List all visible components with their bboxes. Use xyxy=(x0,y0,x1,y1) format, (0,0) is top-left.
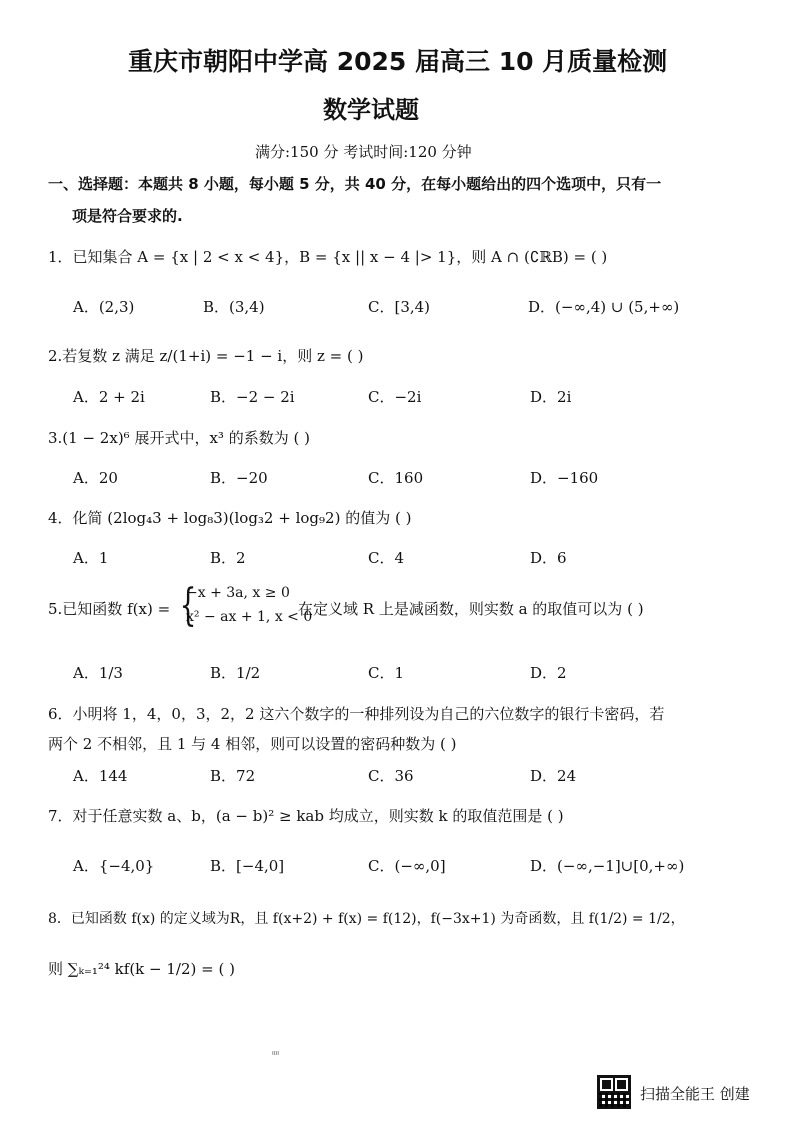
question-4-option-a: A．1 xyxy=(73,549,109,567)
question-2-option-b: B．−2 − 2i xyxy=(210,388,295,406)
scanner-brand-label: 扫描全能王 创建 xyxy=(640,1085,750,1103)
question-5-stem-post: 在定义域 R 上是减函数，则实数 a 的取值可以为 ( ) xyxy=(298,600,644,618)
question-4-option-c: C．4 xyxy=(368,549,405,567)
question-2-option-a: A．2 + 2i xyxy=(73,388,145,406)
page-mark: ᴵᴵᴵᴵ xyxy=(272,1051,279,1059)
question-4-option-b: B．2 xyxy=(210,549,246,567)
question-1-stem: 1．已知集合 A = {x | 2 < x < 4}，B = {x || x − 4 |> 1}，则 A ∩ (∁ℝB) = ( ) xyxy=(48,248,608,266)
question-4-stem: 4．化简 (2log₄3 + log₈3)(log₃2 + log₉2) 的值为 ( ) xyxy=(48,509,412,527)
question-6-option-d: D．24 xyxy=(530,767,577,785)
question-5-option-d: D．2 xyxy=(530,664,567,682)
question-7-stem: 7．对于任意实数 a、b，(a − b)² ≥ kab 均成立，则实数 k 的取值范围是 ( ) xyxy=(48,807,564,825)
question-3-option-c: C．160 xyxy=(368,469,424,487)
question-3-option-d: D．−160 xyxy=(530,469,599,487)
question-6-stem-line2: 两个 2 不相邻，且 1 与 4 相邻，则可以设置的密码种数为 ( ) xyxy=(48,735,457,753)
question-3-stem: 3.(1 − 2x)⁶ 展开式中，x³ 的系数为 ( ) xyxy=(48,429,310,447)
question-3-option-b: B．−20 xyxy=(210,469,268,487)
question-4-option-d: D．6 xyxy=(530,549,567,567)
question-3-option-a: A．20 xyxy=(73,469,118,487)
question-6-option-b: B．72 xyxy=(210,767,256,785)
page-subtitle: 数学试题 xyxy=(323,96,419,124)
question-5-piece-1: −x + 3a, x ≥ 0 xyxy=(186,585,290,601)
question-2-option-d: D．2i xyxy=(530,388,572,406)
question-5-piece-2: x² − ax + 1, x < 0 xyxy=(186,609,313,625)
section-heading-line2: 项是符合要求的. xyxy=(72,207,183,225)
question-6-option-c: C．36 xyxy=(368,767,414,785)
section-heading-line1: 一、选择题：本题共 8 小题，每小题 5 分，共 40 分，在每小题给出的四个选项中，只有一 xyxy=(48,175,662,193)
question-1-option-a: A．(2,3) xyxy=(73,298,135,316)
question-5-stem-pre: 5.已知函数 f(x) = xyxy=(48,600,171,618)
question-8-stem-line2: 则 ∑ₖ₌₁²⁴ kf(k − 1/2) = ( ) xyxy=(48,960,235,978)
exam-meta: 满分:150 分 考试时间:120 分钟 xyxy=(255,143,472,161)
question-2-stem: 2.若复数 z 满足 z/(1+i) = −1 − i，则 z = ( ) xyxy=(48,347,364,365)
question-7-option-a: A．{−4,0} xyxy=(73,857,155,875)
page-title: 重庆市朝阳中学高 2025 届高三 10 月质量检测 xyxy=(128,47,668,76)
question-1-option-b: B．(3,4) xyxy=(203,298,265,316)
qr-code-icon xyxy=(597,1075,631,1109)
question-7-option-c: C．(−∞,0] xyxy=(368,857,446,875)
question-6-option-a: A．144 xyxy=(73,767,128,785)
question-1-option-c: C．[3,4) xyxy=(368,298,431,316)
question-6-stem-line1: 6．小明将 1，4，0，3，2，2 这六个数字的一种排列设为自己的六位数字的银行卡密码，若 xyxy=(48,705,665,723)
piecewise-brace: { xyxy=(179,580,197,631)
question-8-stem-line1: 8．已知函数 f(x) 的定义域为R，且 f(x+2) + f(x) = f(12)，f(−3x+1) 为奇函数，且 f(1/2) = 1/2， xyxy=(48,911,685,927)
question-7-option-b: B．[−4,0] xyxy=(210,857,285,875)
question-5-option-b: B．1/2 xyxy=(210,664,261,682)
question-5-option-c: C．1 xyxy=(368,664,405,682)
question-2-option-c: C．−2i xyxy=(368,388,422,406)
question-7-option-d: D．(−∞,−1]∪[0,+∞) xyxy=(530,857,685,875)
question-1-option-d: D．(−∞,4) ∪ (5,+∞) xyxy=(528,298,680,316)
question-5-option-a: A．1/3 xyxy=(73,664,123,682)
